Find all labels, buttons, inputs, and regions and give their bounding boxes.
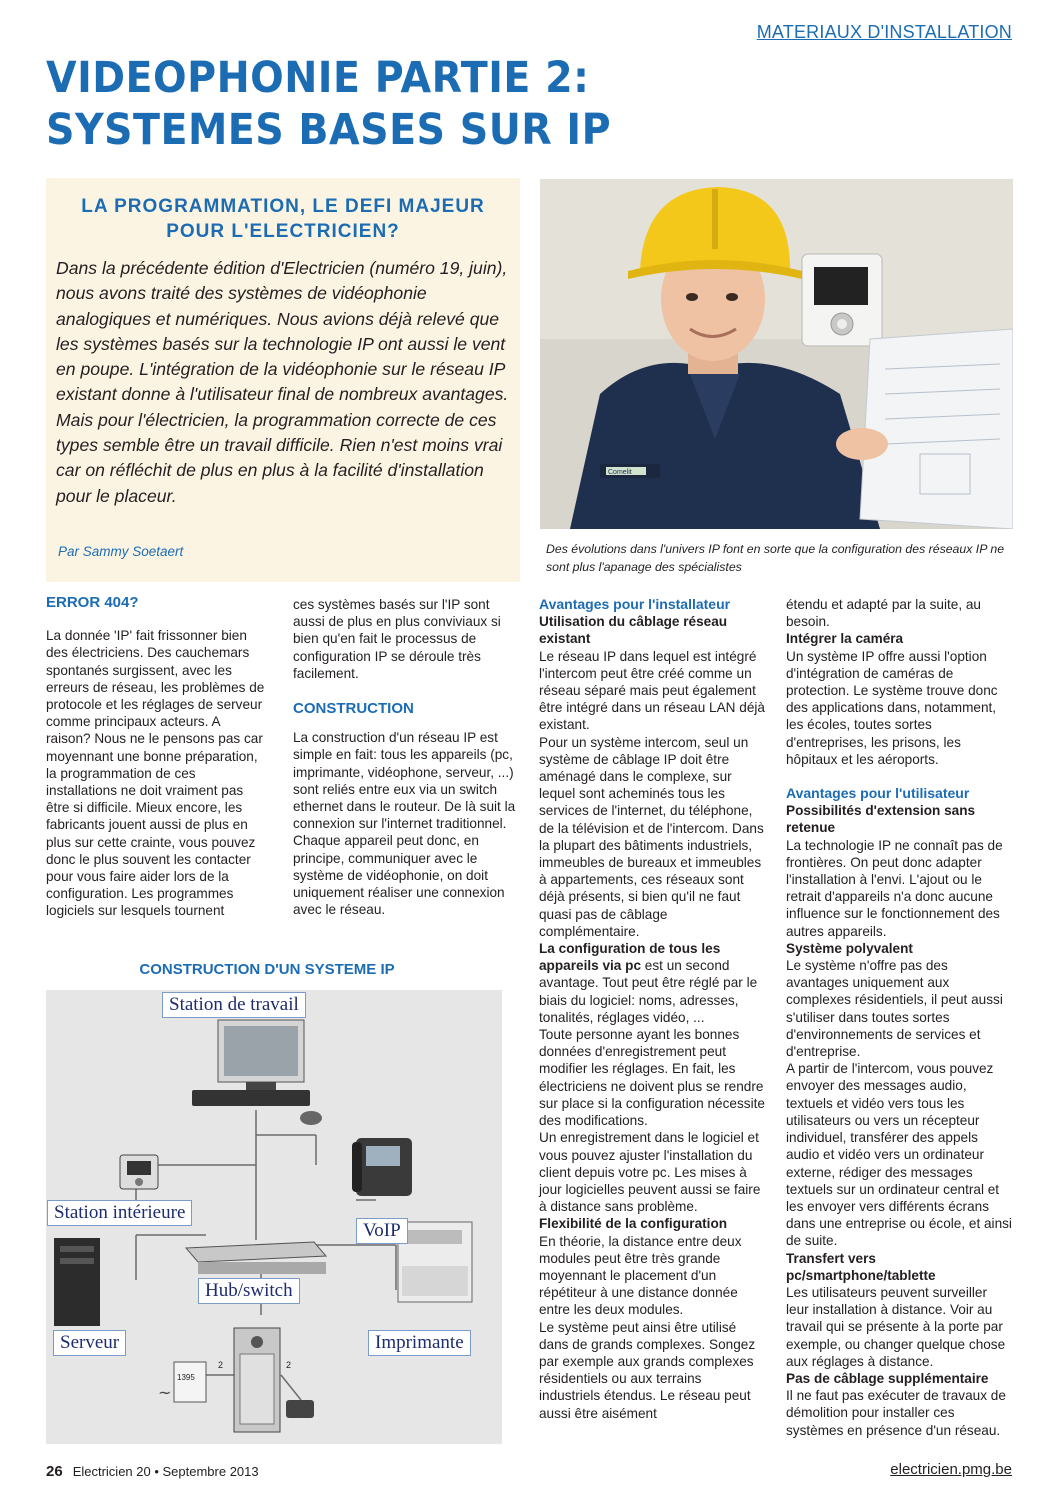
col1-paragraph: La donnée 'IP' fait frissonner bien des électriciens. Des cauchemars spontanés surgissent, avec les erreurs de réseau, les problèmes de protocole et les réglages de serveur comme principaux acteurs. A raison? Nous ne le pensons pas car moyennant une bonne préparation, la programmation de ces installations ne doit vraiment pas être si difficile. Mieux encore, les fabricants jouent aussi de plus en plus sur cette crainte, vous pouvez donc le plus souvent les contacter pour vous faire aider lors de la configuration. Les programmes logiciels sur lesquels tournent bbox=[46, 628, 265, 919]
column-1 bbox=[46, 594, 268, 920]
col2-paragraph-2: La construction d'un réseau IP est simple en fait: tous les appareils (pc, imprimante, vidéophone, serveur, ...) sont reliés entre eux via un switch ethernet dans le routeur. De là suit la connexion sur l'internet traditionnel. bbox=[293, 730, 516, 832]
sub-transfer: Transfert vers pc/smartphone/tablette bbox=[786, 1250, 936, 1283]
sub-flexibility: Flexibilité de la configuration bbox=[539, 1216, 728, 1232]
label-printer: Imprimante bbox=[368, 1330, 471, 1356]
heading-installer-advantages: Avantages pour l'installateur bbox=[539, 596, 731, 612]
bell-icon bbox=[286, 1400, 314, 1418]
col3-paragraph-4: Toute personne ayant les bonnes données d'enregistrement peut modifier les réglages. En fait, les électriciens ne doivent plus se rendre sur place si la configuration nécessite des modifications. bbox=[539, 1027, 765, 1129]
sub-integrate-camera: Intégrer la caméra bbox=[786, 631, 904, 647]
port-label-b: 2 bbox=[286, 1360, 292, 1370]
electrician-photo bbox=[540, 179, 1013, 529]
photo-caption: Des évolutions dans l'univers IP font en sorte que la configuration des réseaux IP ne sont plus l'apanage des spécialistes bbox=[546, 542, 1005, 574]
label-hub-switch: Hub/switch bbox=[198, 1278, 300, 1304]
sub-versatile-system: Système polyvalent bbox=[786, 940, 913, 956]
port-label-a: 2 bbox=[218, 1360, 224, 1370]
label-server: Serveur bbox=[53, 1330, 126, 1356]
col4-paragraph-5: A partir de l'intercom, vous pouvez envoyer des messages audio, textuels et vidéo vers tous les utilisateurs ou vers un récepteur individuel, transférer des appels audio et vidéo vers un ordinateur externe, rédiger des messages textuels sur un ordinateur central et les envoyer vers différents écrans dans une entreprise ou école, et ainsi de suite. bbox=[786, 1061, 1012, 1249]
electrician-illustration bbox=[540, 179, 1013, 529]
ip-phone-icon bbox=[352, 1138, 412, 1196]
website-link[interactable]: electricien.pmg.be bbox=[890, 1461, 1012, 1478]
svg-text:~: ~ bbox=[158, 1383, 172, 1402]
col3-paragraph-5: Un enregistrement dans le logiciel et vous pouvez ajuster l'installation du client depuis votre pc. Les mises à jour logicielles peuvent aussi se faire à distance sans problème. bbox=[539, 1130, 761, 1215]
col4-paragraph-4: Le système n'offre pas des avantages uniquement aux complexes résidentiels, il peut aussi s'utiliser dans toutes sortes d'environnements de services et d'entreprise. bbox=[786, 958, 1003, 1060]
col3-paragraph-2: Pour un système intercom, seul un système de câblage IP doit être aménagé dans le complexe, sur lequel sont acheminés tous les services de l'internet, du téléphone, de la télévision et de l'intercom. Dans la plupart des bâtiments industriels, immeubles de bureaux et immeubles à appartements, ces réseaux sont déjà présents, si bien qu'il ne faut quasi pas de câblage complémentaire. bbox=[539, 734, 764, 939]
col4-paragraph-3: La technologie IP ne connaît pas de frontières. On peut donc adapter l'installation à l'envi. L'ajout ou le retrait d'appareils n'a donc aucune influence sur le fonctionnement des autres appareils. bbox=[786, 837, 1003, 939]
col4-paragraph-6: Les utilisateurs peuvent surveiller leur installation à distance. Voir au travail qui se présente à la porte par exemple, ou changer quelque chose aux réglages à distance. bbox=[786, 1284, 1006, 1369]
label-indoor-station: Station intérieure bbox=[47, 1200, 192, 1226]
col2-paragraph-3: Chaque appareil peut donc, en principe, communiquer avec le système de vidéophonie, on doit uniquement réaliser une connexion avec le réseau. bbox=[293, 833, 505, 918]
intro-heading-line-1: LA PROGRAMMATION, LE DEFI MAJEUR bbox=[81, 196, 485, 217]
heading-error-404: ERROR 404? bbox=[46, 594, 139, 611]
issue-info: Electricien 20 • Septembre 2013 bbox=[72, 1464, 259, 1479]
sub-extension: Possibilités d'extension sans retenue bbox=[786, 803, 976, 836]
switch-icon bbox=[186, 1242, 326, 1274]
intro-text: Dans la précédente édition d'Electricien (numéro 19, juin), nous avons traité des systèmes de vidéophonie analogiques et numériques. Nous avions déjà relevé que les systèmes basés sur la technologie IP ont aussi le vent en poupe. L'intégration de la vidéophonie sur le réseau IP existant donne à l'utilisateur final de nombreux avantages. Mais pour l'électricien, la programmation correcte de ces types semble être un travail difficile. Rien n'est moins vrai car on réfléchit de plus en plus à la facilité d'installation pour le placeur. bbox=[56, 258, 509, 506]
heading-construction: CONSTRUCTION bbox=[293, 700, 414, 718]
page-number: 26 bbox=[46, 1463, 63, 1480]
page-title-line-2: SYSTEMES BASES SUR IP bbox=[46, 105, 612, 155]
column-2 bbox=[293, 596, 519, 918]
col4-paragraph-1: étendu et adapté par la suite, au besoin. bbox=[786, 597, 981, 630]
section-tag[interactable]: MATERIAUX D'INSTALLATION bbox=[756, 22, 1012, 42]
column-3 bbox=[539, 596, 765, 1422]
panel-display-text: 1395 bbox=[177, 1373, 195, 1382]
svg-text:Comelit: Comelit bbox=[608, 469, 632, 476]
door-panel-icon bbox=[234, 1328, 280, 1432]
indoor-station-icon bbox=[120, 1155, 158, 1189]
intro-heading-line-2: POUR L'ELECTRICIEN? bbox=[166, 221, 400, 242]
monitor-icon bbox=[192, 1020, 322, 1125]
diagram-title: CONSTRUCTION D'UN SYSTEME IP bbox=[139, 961, 395, 978]
footer-left bbox=[46, 1463, 259, 1480]
col2-paragraph-1: ces systèmes basés sur l'IP sont aussi de plus en plus conviviaux si bien qu'en fait le processus de configuration IP se déroule très facilement. bbox=[293, 597, 501, 681]
server-icon bbox=[54, 1238, 100, 1326]
sub-no-extra-cabling: Pas de câblage supplémentaire bbox=[786, 1370, 989, 1386]
byline: Par Sammy Soetaert bbox=[58, 544, 184, 559]
power-module-icon bbox=[158, 1362, 206, 1402]
col3-paragraph-7: Le système peut ainsi être utilisé dans de grands complexes. Songez par exemple aux grands complexes résidentiels ou aux terrains industriels étendus. Le réseau peut aussi être aisément bbox=[539, 1319, 756, 1421]
sub-pc-configuration: La configuration de tous les appareils via pc bbox=[539, 941, 721, 974]
col3-paragraph-6: En théorie, la distance entre deux modules peut être très grande moyennant le placement d'un répétiteur à une distance donnée entre les deux modules. bbox=[539, 1233, 742, 1318]
heading-user-advantages: Avantages pour l'utilisateur bbox=[786, 785, 970, 802]
col3-paragraph-3-text: est un second avantage. Tout peut être réglé par le biais du logiciel: noms, adresses, tonalités, réglages vidéo, ... bbox=[539, 958, 758, 1025]
page-title bbox=[46, 52, 690, 156]
col4-paragraph-2: Un système IP offre aussi l'option d'intégration de caméras de protection. Le système trouve donc des applications dans, notamment, les écoles, toutes sortes d'entreprises, les prisons, les hôpitaux et les aéroports. bbox=[786, 648, 998, 767]
col3-paragraph-3 bbox=[539, 940, 765, 1026]
label-voip: VoIP bbox=[356, 1218, 408, 1244]
network-diagram bbox=[46, 990, 502, 1444]
label-workstation: Station de travail bbox=[162, 992, 306, 1018]
col4-paragraph-7: Il ne faut pas exécuter de travaux de démolition pour installer ces systèmes en présence d'un réseau. bbox=[786, 1388, 1006, 1438]
intro-heading bbox=[46, 194, 520, 244]
page-title-line-1: VIDEOPHONIE PARTIE 2: bbox=[46, 53, 590, 103]
printer-icon bbox=[398, 1222, 472, 1302]
column-4 bbox=[786, 596, 1012, 1439]
col3-paragraph-1: Le réseau IP dans lequel est intégré l'intercom peut être créé comme un réseau séparé mais peut également être intégré dans un réseau LAN déjà existant. bbox=[539, 648, 765, 733]
sub-existing-cabling: Utilisation du câblage réseau existant bbox=[539, 614, 728, 647]
